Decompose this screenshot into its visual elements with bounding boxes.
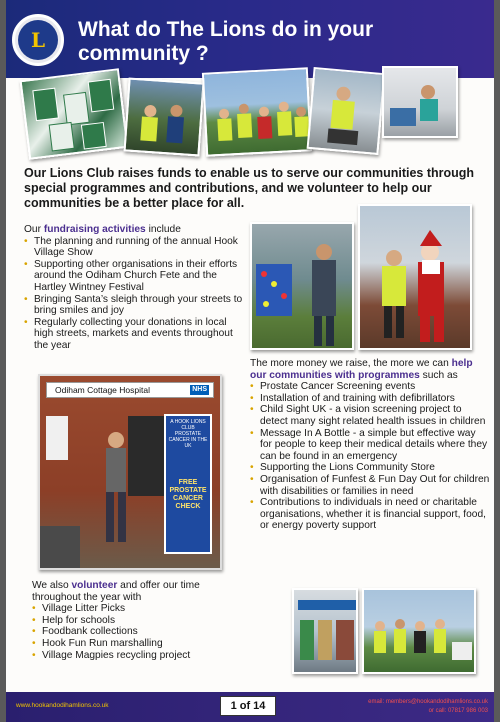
volunteer-lead-accent: volunteer xyxy=(71,580,118,591)
photo-litter-pick-art xyxy=(364,590,476,674)
volunteer-lead-end: and offer our time throughout the year with xyxy=(32,580,200,603)
photo-defib-training-art xyxy=(308,69,385,155)
photo-community-store xyxy=(292,588,358,674)
list-item: • Supporting other organisations in their efforts around the Odiham Church Fete and the Hartley Wintney Festival xyxy=(24,259,244,294)
photo-workshop xyxy=(382,66,458,138)
programmes-block xyxy=(250,358,490,532)
list-item: • The planning and running of the annual Hook Village Show xyxy=(24,236,244,259)
photo-volunteers-1 xyxy=(124,77,205,156)
programmes-lead-start: The more money we raise, the more we can xyxy=(250,358,449,369)
footer-email[interactable]: email: members@hookandodihamlions.co.uk xyxy=(368,699,488,705)
list-item: • Installation of and training with defibrillators xyxy=(250,393,490,405)
list-item: • Message In A Bottle - a simple but effective way for people to keep their medical details where they can be found in an emergency xyxy=(250,428,490,463)
volunteer-block xyxy=(32,580,242,661)
list-item: • Contributions to individuals in need or charitable organisations, whether it is financial support, food, or energy poverty support xyxy=(250,497,490,532)
photo-hospital xyxy=(38,374,222,570)
list-item: • Child Sight UK - a vision screening project to detect many sight related health issues in children xyxy=(250,404,490,427)
programmes-lead xyxy=(250,358,490,381)
flyer-page xyxy=(6,0,494,722)
fundraising-block xyxy=(24,224,244,352)
photo-workshop-art xyxy=(384,68,458,138)
footer-website-link[interactable]: www.hookandodihamlions.co.uk xyxy=(16,702,109,709)
list-item: • Regularly collecting your donations in local high streets, markets and events throughout the year xyxy=(24,317,244,352)
photo-volunteers-1-art xyxy=(125,80,204,157)
photo-group-hivis xyxy=(202,67,312,156)
fundraising-list xyxy=(24,236,244,352)
photo-litter-bins-art xyxy=(22,70,129,160)
volunteer-lead-start: We also xyxy=(32,580,69,591)
footer-bar xyxy=(6,692,494,722)
prostate-banner xyxy=(164,414,212,554)
fundraising-lead-end: include xyxy=(148,224,181,235)
intro-text: Our Lions Club raises funds to enable us to serve our communities through special programmes and contributions, and we volunteer to help our communities be a better place for all. xyxy=(24,166,475,210)
volunteer-lead xyxy=(32,580,242,603)
page-indicator: 1 of 14 xyxy=(220,696,276,716)
list-item: • Organisation of Funfest & Fun Day Out for children with disabilities or families in need xyxy=(250,474,490,497)
programmes-lead-accent: help our communities with programmes xyxy=(250,358,473,381)
list-item: • Bringing Santa’s sleigh through your streets to bring smiles and joy xyxy=(24,294,244,317)
photo-santa-art xyxy=(360,206,472,350)
photo-santa xyxy=(358,204,472,350)
list-item: • Village Magpies recycling project xyxy=(32,650,242,662)
banner-top-text: A HOOK LIONS CLUB PROSTATE CANCER IN THE UK xyxy=(168,419,208,449)
page-title: What do The Lions do in your community ? xyxy=(78,18,374,65)
list-item: • Hook Fun Run marshalling xyxy=(32,638,242,650)
photo-defib-training xyxy=(307,67,386,155)
lions-logo xyxy=(12,14,64,66)
nhs-logo: NHS xyxy=(192,386,207,393)
lions-logo-mark: L xyxy=(18,20,58,60)
programmes-lead-end: such as xyxy=(422,369,458,381)
photo-litter-bins xyxy=(19,68,128,160)
list-item: • Village Litter Picks xyxy=(32,603,242,615)
list-item: • Foodbank collections xyxy=(32,626,242,638)
photo-community-store-art xyxy=(294,590,358,674)
fundraising-lead-accent: fundraising activities xyxy=(43,224,146,235)
volunteer-list xyxy=(32,603,242,661)
list-item: • Supporting the Lions Community Store xyxy=(250,462,490,474)
programmes-list xyxy=(250,381,490,532)
hospital-name: Odiham Cottage Hospital xyxy=(55,385,150,395)
banner-main-text: FREE PROSTATE CANCER CHECK xyxy=(169,479,207,510)
fundraising-lead xyxy=(24,224,244,236)
photo-litter-pick xyxy=(362,588,476,674)
photo-connect-four xyxy=(250,222,354,350)
footer-phone[interactable]: or call: 07817 986 003 xyxy=(428,708,488,714)
footer-contact xyxy=(368,698,488,716)
list-item: • Help for schools xyxy=(32,615,242,627)
fundraising-lead-start: Our xyxy=(24,224,41,235)
photo-connect-four-art xyxy=(252,224,354,350)
photo-group-hivis-art xyxy=(204,69,312,157)
list-item: • Prostate Cancer Screening events xyxy=(250,381,490,393)
